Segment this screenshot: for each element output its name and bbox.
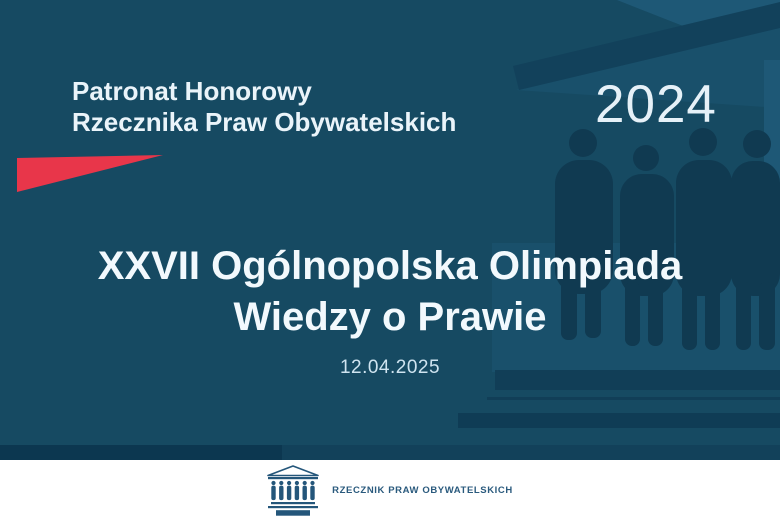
- footer-bar: [0, 460, 780, 520]
- patronage-line2: Rzecznika Praw Obywatelskich: [72, 107, 457, 137]
- title-line2: Wiedzy o Prawie: [233, 295, 547, 339]
- event-date: 12.04.2025: [339, 357, 441, 378]
- ombudsman-building-columns-icon: [267, 465, 319, 517]
- footer-org-name: RZECZNIK PRAW OBYWATELSKICH: [332, 484, 513, 496]
- patronage-heading: [72, 76, 456, 138]
- year-label: 2024: [595, 75, 717, 134]
- patronage-line1: Patronat Honorowy: [72, 76, 312, 106]
- title-line1: XXVII Ogólnopolska Olimpiada: [97, 244, 683, 288]
- main-title: [0, 241, 780, 343]
